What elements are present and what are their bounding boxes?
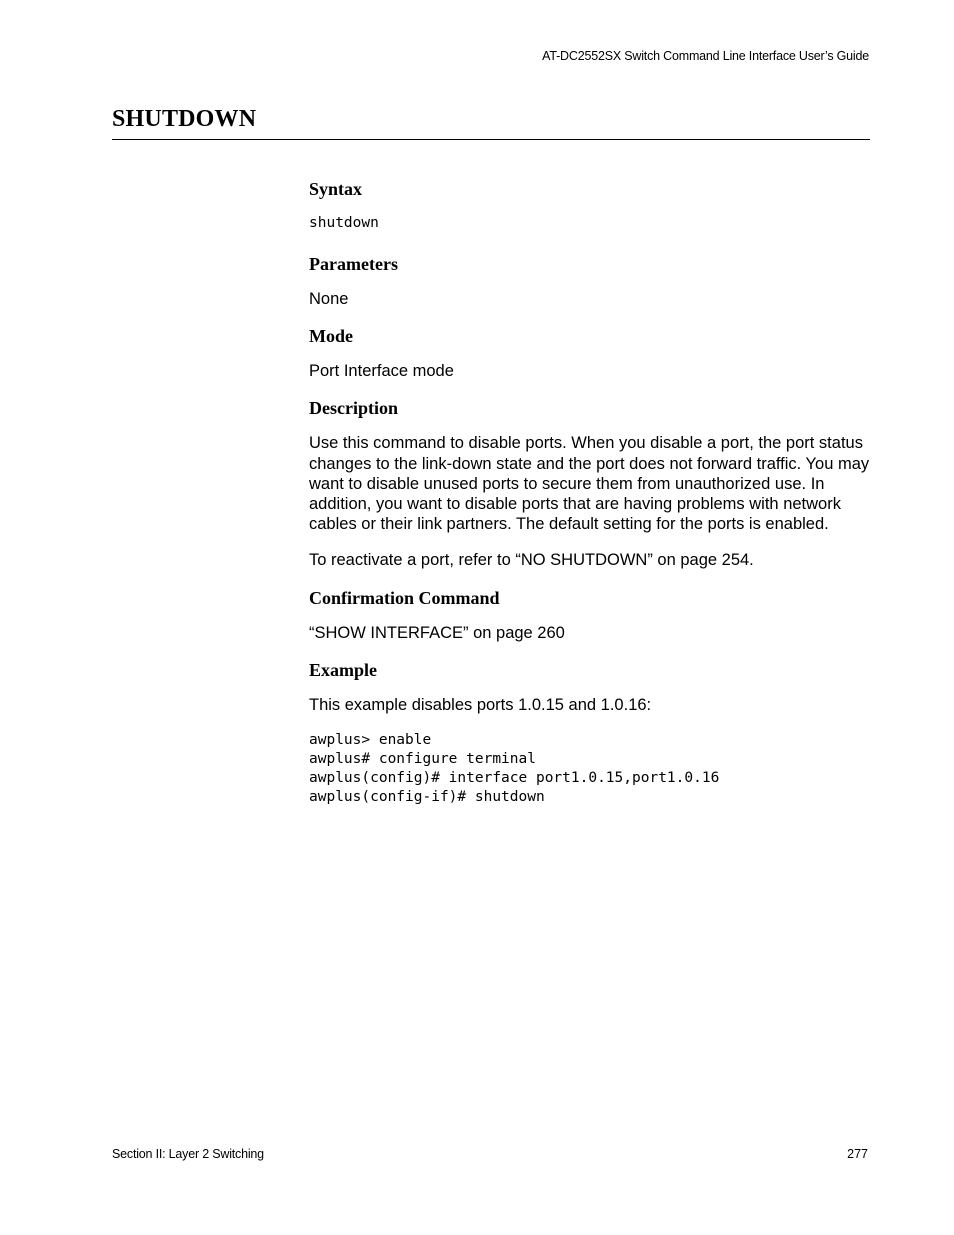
- syntax-section: [309, 178, 871, 233]
- mode-heading: Mode: [309, 326, 353, 347]
- confirmation-section: [309, 587, 871, 643]
- description-paragraph: To reactivate a port, refer to “NO SHUTDOWN” on page 254.: [309, 551, 754, 570]
- code-line: awplus# configure terminal: [309, 751, 536, 768]
- code-line: awplus(config-if)# shutdown: [309, 789, 545, 806]
- parameters-heading: Parameters: [309, 254, 398, 274]
- parameters-text: None: [309, 290, 349, 308]
- example-intro: This example disables ports 1.0.15 and 1.0.16:: [309, 695, 652, 714]
- main-content: [309, 178, 871, 827]
- footer-section-label: Section II: Layer 2 Switching: [112, 1147, 264, 1161]
- example-section: [309, 659, 871, 807]
- page-title: SHUTDOWN: [112, 106, 257, 132]
- confirmation-heading: Confirmation Command: [309, 587, 500, 608]
- description-section: [309, 397, 871, 570]
- code-line: awplus> enable: [309, 732, 432, 749]
- footer-page-number: 277: [847, 1147, 868, 1161]
- syntax-heading: Syntax: [309, 179, 363, 199]
- confirmation-link-text: “SHOW INTERFACE” on page 260: [309, 623, 565, 642]
- syntax-code: shutdown: [309, 215, 379, 231]
- code-line: awplus(config)# interface port1.0.15,port1.0.16: [309, 770, 720, 787]
- mode-text: Port Interface mode: [309, 362, 454, 381]
- description-heading: Description: [309, 398, 398, 419]
- mode-section: [309, 325, 871, 381]
- title-rule: [112, 139, 870, 140]
- example-code-block: [309, 731, 871, 807]
- running-header: AT-DC2552SX Switch Command Line Interface User’s Guide: [542, 49, 869, 63]
- description-paragraph: Use this command to disable ports. When you disable a port, the port status changes to the link-down state and the port does not forward traffic. You may want to disable unused ports to secure them from unauthorized use. In addition, you want to disable ports that are having problems with network cables or their link partners. The default setting for the ports is enabled.: [309, 434, 870, 534]
- parameters-section: [309, 253, 871, 309]
- example-heading: Example: [309, 659, 378, 680]
